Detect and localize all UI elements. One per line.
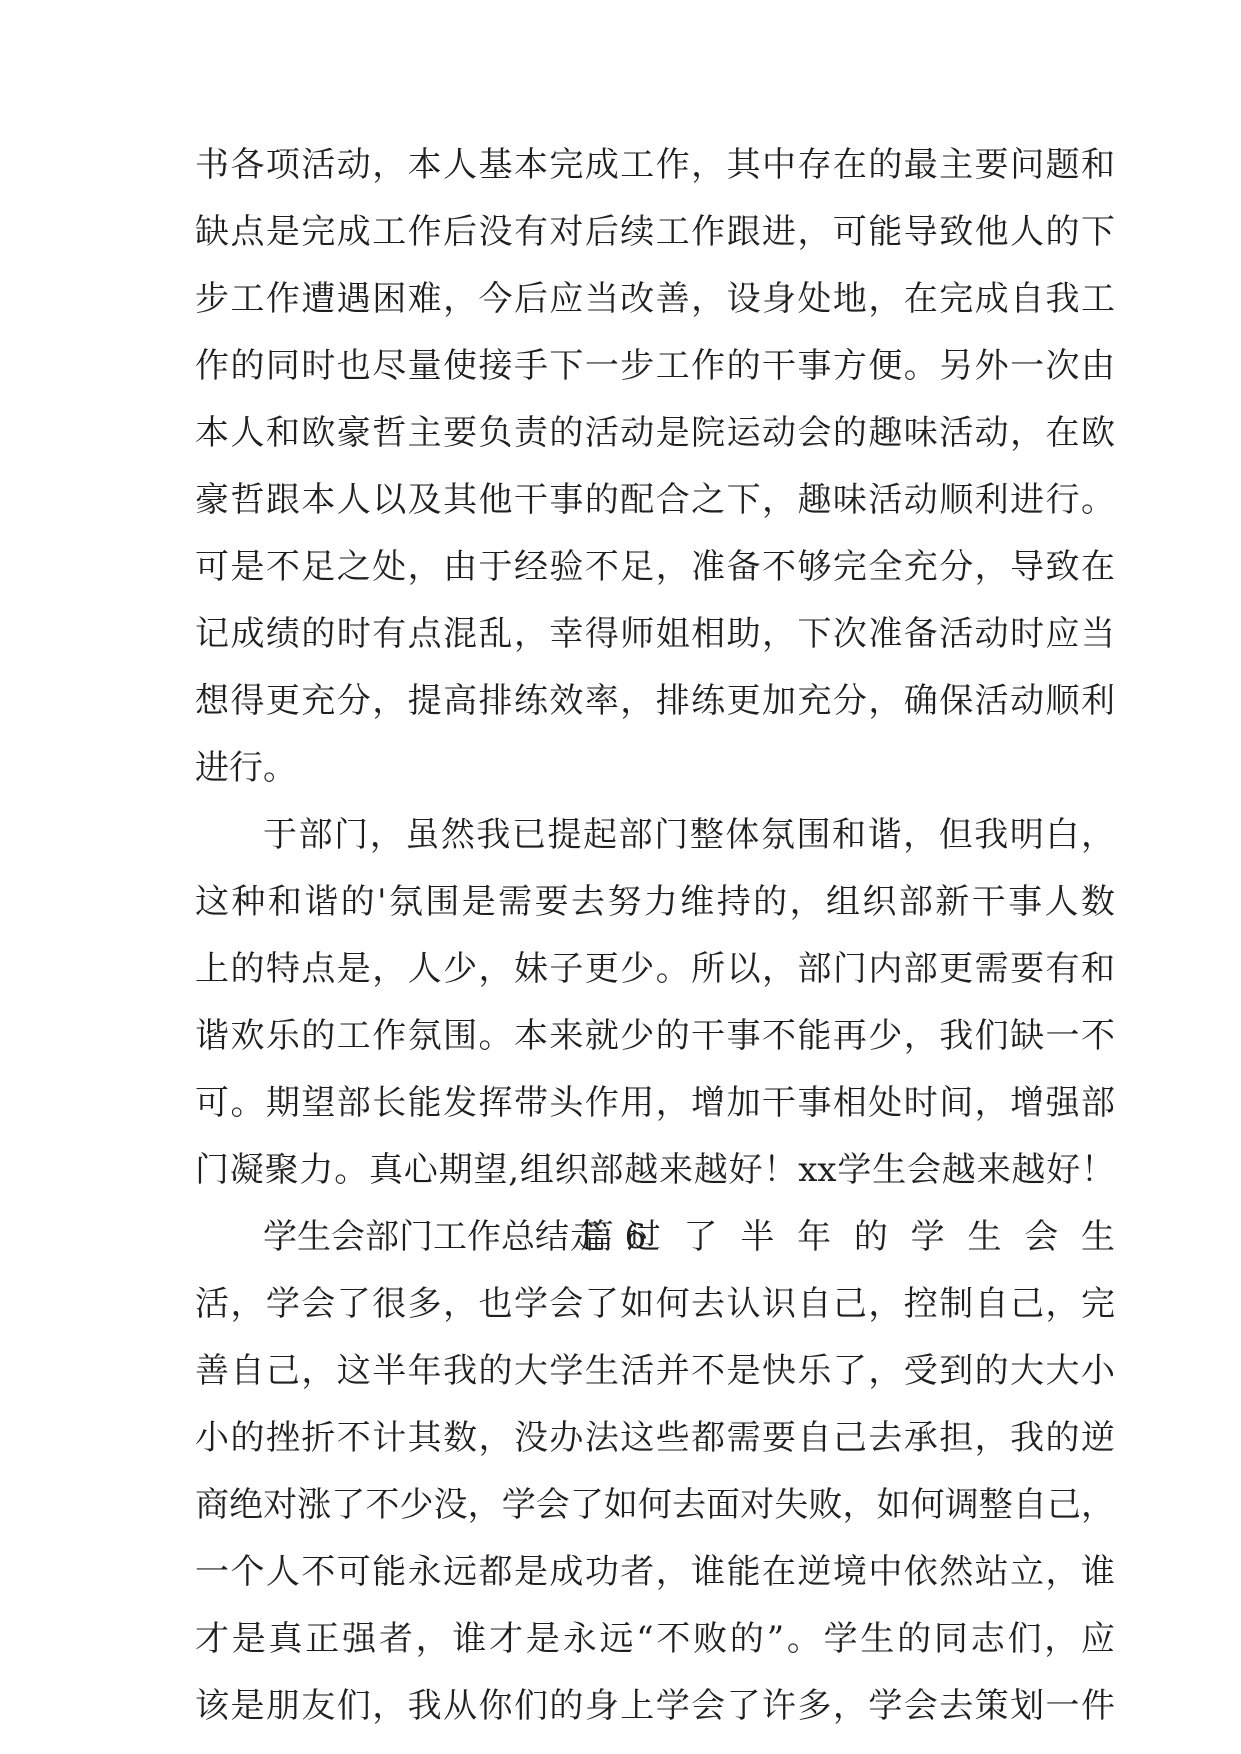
paragraph-line: 可是不足之处，由于经验不足，准备不够完全充分，导致在 xyxy=(195,547,1115,587)
paragraph-line: 才是真正强者，谁才是永远“不败的”。学生的同志们，应 xyxy=(195,1619,1115,1659)
paragraph-line: 活，学会了很多，也学会了如何去认识自己，控制自己，完 xyxy=(195,1284,1115,1324)
paragraph-line: 这种和谐的'氛围是需要去努力维持的，组织部新干事人数 xyxy=(195,882,1115,922)
paragraph-line: 可。期望部长能发挥带头作用，增加干事相处时间，增强部 xyxy=(195,1083,1115,1123)
paragraph-line: 该是朋友们，我从你们的身上学会了许多，学会去策划一件 xyxy=(195,1686,1115,1726)
paragraph-line: 门凝聚力。真心期望,组织部越来越好！xx学生会越来越好！ xyxy=(195,1150,1115,1190)
paragraph-line: 善自己，这半年我的大学生活并不是快乐了，受到的大大小 xyxy=(195,1351,1115,1391)
paragraph-line: 缺点是完成工作后没有对后续工作跟进，可能导致他人的下 xyxy=(195,212,1115,252)
paragraph-line: 走过了半年的学生会生 xyxy=(570,1217,1115,1257)
paragraph-line: 记成绩的时有点混乱，幸得师姐相助，下次准备活动时应当 xyxy=(195,614,1115,654)
paragraph-line: 作的同时也尽量使接手下一步工作的干事方便。另外一次由 xyxy=(195,346,1115,386)
paragraph-line: 商绝对涨了不少没，学会了如何去面对失败，如何调整自己， xyxy=(195,1485,1115,1525)
paragraph-line: 于部门，虽然我已提起部门整体氛围和谐，但我明白， xyxy=(263,815,1115,855)
section-heading-line xyxy=(263,1212,1115,1262)
paragraph-line: 进行。 xyxy=(195,748,297,788)
section-heading: 学生会部门工作总结 篇 6 xyxy=(263,1217,647,1257)
paragraph-line: 上的特点是，人少，妹子更少。所以，部门内部更需要有和 xyxy=(195,949,1115,989)
paragraph-line: 步工作遭遇困难，今后应当改善，设身处地，在完成自我工 xyxy=(195,279,1115,319)
paragraph-line: 想得更充分，提高排练效率，排练更加充分，确保活动顺利 xyxy=(195,681,1115,721)
paragraph-line: 书各项活动，本人基本完成工作，其中存在的最主要问题和 xyxy=(195,145,1115,185)
paragraph-line: 谐欢乐的工作氛围。本来就少的干事不能再少，我们缺一不 xyxy=(195,1016,1115,1056)
paragraph-line: 一个人不可能永远都是成功者，谁能在逆境中依然站立，谁 xyxy=(195,1552,1115,1592)
paragraph-line: 豪哲跟本人以及其他干事的配合之下，趣味活动顺利进行。 xyxy=(195,480,1115,520)
paragraph-line: 本人和欧豪哲主要负责的活动是院运动会的趣味活动，在欧 xyxy=(195,413,1115,453)
paragraph-line: 小的挫折不计其数，没办法这些都需要自己去承担，我的逆 xyxy=(195,1418,1115,1458)
